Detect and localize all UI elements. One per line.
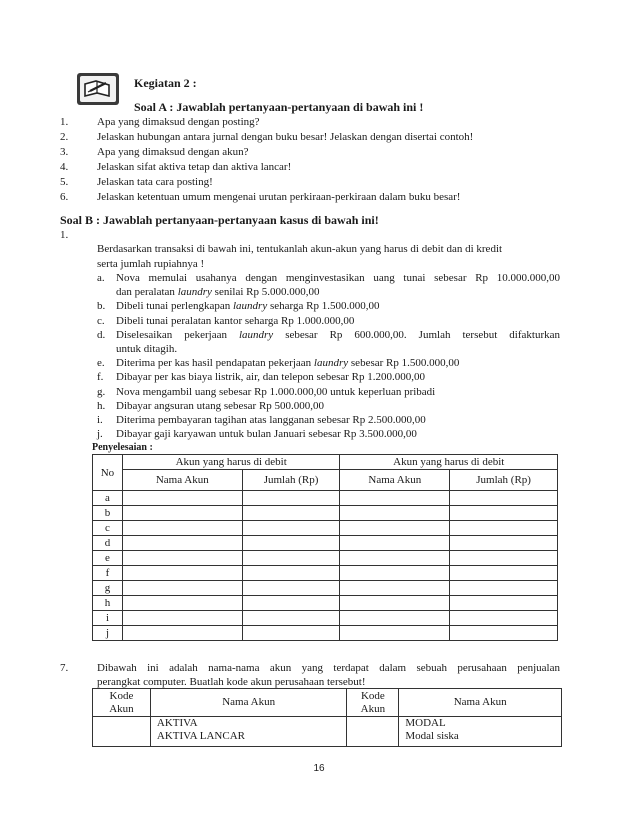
transaction-text xyxy=(116,314,354,328)
transaction-text-part: sebesar Rp 600.000,00. Jumlah tersebut difakturkan xyxy=(273,328,560,341)
nama-akun-header-left: Nama Akun xyxy=(122,470,242,491)
row-label: f xyxy=(93,566,123,581)
jumlah-header-left: Jumlah (Rp) xyxy=(242,470,340,491)
answer-cell xyxy=(242,506,340,521)
kode-label: Kode xyxy=(109,689,134,702)
question-7-line1: Dibawah ini adalah nama-nama akun yang terdapat dalam sebuah perusahaan penjualan xyxy=(97,662,560,674)
transaction-text xyxy=(116,328,560,342)
answer-cell xyxy=(450,566,558,581)
row-label: c xyxy=(93,521,123,536)
answer-cell xyxy=(340,536,450,551)
answer-cell xyxy=(340,596,450,611)
transaction-text xyxy=(116,385,435,399)
answer-cell xyxy=(340,506,450,521)
nama-akun-header-right: Nama Akun xyxy=(399,689,562,717)
transaction-italic-term: laundry xyxy=(233,300,268,313)
transaction-text-part: Nova mengambil uang sebesar Rp 1.000.000,00 untuk keperluan pribadi xyxy=(116,385,436,398)
transaction-text xyxy=(116,427,417,441)
transaction-letter: h. xyxy=(97,399,106,412)
answer-cell xyxy=(242,491,340,506)
row-label: e xyxy=(93,551,123,566)
answer-cell xyxy=(242,536,340,551)
transaction-letter: e. xyxy=(97,357,105,370)
kode-akun-table xyxy=(92,688,562,747)
transaction-italic-term: laundry xyxy=(238,328,274,341)
answer-cell xyxy=(242,611,340,626)
transaction-text-part: Dibeli tunai peralatan kantor seharga Rp 1.000.000,00 xyxy=(116,314,355,327)
transaction-letter: i. xyxy=(97,414,103,426)
question-1-number: 1. xyxy=(60,229,69,241)
transaction-text-part: Dibayar gaji karyawan untuk bulan Januari sebesar Rp 3.500.000,00 xyxy=(116,428,417,441)
answer-cell xyxy=(122,506,242,521)
soal-a-question: Jelaskan hubungan antara jurnal dengan buku besar! Jelaskan dengan disertai contoh! xyxy=(97,131,474,143)
transaction-text xyxy=(116,399,324,413)
table-row xyxy=(93,551,558,566)
transaction-italic-term: laundry xyxy=(313,357,349,370)
answer-table xyxy=(92,454,558,641)
transaction-letter: d. xyxy=(97,328,106,341)
question-1-intro-line2: serta jumlah rupiahnya ! xyxy=(97,258,205,270)
transaction-text xyxy=(116,356,459,370)
row-label: h xyxy=(93,596,123,611)
answer-cell xyxy=(450,581,558,596)
soal-a-question: Apa yang dimaksud dengan akun? xyxy=(97,146,249,158)
table-row xyxy=(93,521,558,536)
transaction-text xyxy=(116,342,177,356)
answer-cell xyxy=(122,491,242,506)
nama-akun-header-right: Nama Akun xyxy=(340,470,450,491)
transaction-text-part: Diselesaikan pekerjaan xyxy=(116,328,239,341)
answer-cell xyxy=(122,626,242,641)
nama-akun-cell-right xyxy=(399,717,562,747)
transaction-text xyxy=(116,285,319,299)
answer-cell xyxy=(450,491,558,506)
table-row xyxy=(93,596,558,611)
row-label: i xyxy=(93,611,123,626)
question-7-number: 7. xyxy=(60,662,69,674)
soal-a-question: Apa yang dimaksud dengan posting? xyxy=(97,116,260,128)
page-number: 16 xyxy=(313,763,325,774)
transaction-text-part: untuk ditagih. xyxy=(116,343,178,355)
answer-cell xyxy=(122,551,242,566)
answer-cell xyxy=(340,491,450,506)
answer-cell xyxy=(242,521,340,536)
transaction-text-part: senilai Rp 5.000.000,00 xyxy=(211,286,320,299)
answer-cell xyxy=(122,536,242,551)
transaction-letter: b. xyxy=(97,300,106,313)
answer-cell xyxy=(122,596,242,611)
answer-cell xyxy=(340,626,450,641)
jumlah-header-right: Jumlah (Rp) xyxy=(450,470,558,491)
book-pencil-icon xyxy=(76,72,120,106)
answer-cell xyxy=(242,551,340,566)
account-modal-siska: Modal siska xyxy=(405,730,459,742)
table-row xyxy=(93,581,558,596)
table-row xyxy=(93,611,558,626)
row-label: g xyxy=(93,581,123,596)
answer-cell xyxy=(450,551,558,566)
soal-a-title: Soal A : Jawablah pertanyaan-pertanyaan di bawah ini ! xyxy=(134,100,424,114)
transaction-text-part: Diterima per kas hasil pendapatan pekerjaan xyxy=(116,357,314,370)
penyelesaian-label: Penyelesaian : xyxy=(92,442,153,453)
row-label: d xyxy=(93,536,123,551)
soal-a-question: Jelaskan ketentuan umum mengenai urutan perkiraan-perkiraan dalam buku besar! xyxy=(97,191,461,203)
answer-cell xyxy=(450,506,558,521)
question-1-intro-line1: Berdasarkan transaksi di bawah ini, tentukanlah akun-akun yang harus di debit dan di kredit xyxy=(97,243,503,255)
kode-akun-header-right xyxy=(347,689,399,717)
soal-a-number: 4. xyxy=(60,161,69,173)
answer-cell xyxy=(122,566,242,581)
kode-cell-right xyxy=(347,717,399,747)
answer-cell xyxy=(242,596,340,611)
nama-akun-header-left: Nama Akun xyxy=(150,689,347,717)
answer-cell xyxy=(122,581,242,596)
answer-cell xyxy=(450,611,558,626)
transaction-text-part: Dibayar angsuran utang sebesar Rp 500.000,00 xyxy=(116,399,325,412)
transaction-text xyxy=(116,299,379,313)
row-label: j xyxy=(93,626,123,641)
transaction-text-part: Nova memulai usahanya dengan menginvestasikan uang tunai sebesar Rp 10.000.000,00 xyxy=(116,272,560,284)
kode-label: Kode xyxy=(360,689,385,702)
answer-cell xyxy=(340,551,450,566)
question-7-line2: perangkat computer. Buatlah kode akun perusahaan tersebut! xyxy=(97,676,366,688)
answer-cell xyxy=(340,521,450,536)
answer-cell xyxy=(340,581,450,596)
table-row xyxy=(93,626,558,641)
answer-cell xyxy=(242,626,340,641)
soal-a-question: Jelaskan sifat aktiva tetap dan aktiva lancar! xyxy=(97,161,292,173)
soal-b-title: Soal B : Jawablah pertanyaan-pertanyaan kasus di bawah ini! xyxy=(60,213,379,227)
answer-cell xyxy=(340,566,450,581)
answer-cell xyxy=(450,536,558,551)
transaction-letter: g. xyxy=(97,385,106,398)
transaction-text-part: sebesar Rp 1.500.000,00 xyxy=(348,357,460,370)
transaction-letter: c. xyxy=(97,314,105,327)
akun-label: Akun xyxy=(360,702,386,715)
answer-cell xyxy=(122,521,242,536)
soal-a-number: 5. xyxy=(60,176,69,188)
row-label: a xyxy=(93,491,123,506)
account-aktiva: AKTIVA xyxy=(156,717,198,729)
table-row xyxy=(93,536,558,551)
akun-label: Akun xyxy=(109,702,134,715)
transaction-text xyxy=(116,413,426,427)
account-modal: MODAL xyxy=(405,717,446,729)
transaction-letter: j. xyxy=(97,428,103,441)
transaction-text-part: seharga Rp 1.500.000,00 xyxy=(267,300,380,313)
kode-akun-header-left xyxy=(93,689,151,717)
soal-a-number: 3. xyxy=(60,146,69,158)
answer-cell xyxy=(450,521,558,536)
transaction-italic-term: laundry xyxy=(177,286,212,299)
table-row xyxy=(93,566,558,581)
soal-a-question: Jelaskan tata cara posting! xyxy=(97,176,213,188)
col-no-header: No xyxy=(93,455,123,491)
transaction-text-part: Diterima pembayaran tagihan atas langganan sebesar Rp 2.500.000,00 xyxy=(116,414,426,426)
account-aktiva-lancar: AKTIVA LANCAR xyxy=(156,730,245,742)
answer-cell xyxy=(450,626,558,641)
table-row xyxy=(93,506,558,521)
soal-a-number: 1. xyxy=(60,116,69,128)
transaction-text xyxy=(116,271,560,285)
transaction-letter: f. xyxy=(97,371,104,384)
answer-cell xyxy=(450,596,558,611)
transaction-text-part: dan peralatan xyxy=(116,286,178,299)
row-label: b xyxy=(93,506,123,521)
transaction-text-part: Dibayar per kas biaya listrik, air, dan telepon sebesar Rp 1.200.000,00 xyxy=(116,371,426,384)
transaction-text xyxy=(116,370,425,384)
table-row xyxy=(93,491,558,506)
transaction-letter: a. xyxy=(97,272,105,284)
debit-group-header-left: Akun yang harus di debit xyxy=(122,455,340,470)
soal-a-number: 2. xyxy=(60,131,69,143)
answer-cell xyxy=(242,581,340,596)
answer-cell xyxy=(242,566,340,581)
soal-a-number: 6. xyxy=(60,191,69,203)
answer-cell xyxy=(122,611,242,626)
answer-cell xyxy=(340,611,450,626)
transaction-text-part: Dibeli tunai perlengkapan xyxy=(116,300,233,313)
kode-cell-left xyxy=(93,717,151,747)
debit-group-header-right: Akun yang harus di debit xyxy=(340,455,558,470)
nama-akun-cell-left xyxy=(150,717,347,747)
kegiatan-title: Kegiatan 2 : xyxy=(134,76,197,90)
